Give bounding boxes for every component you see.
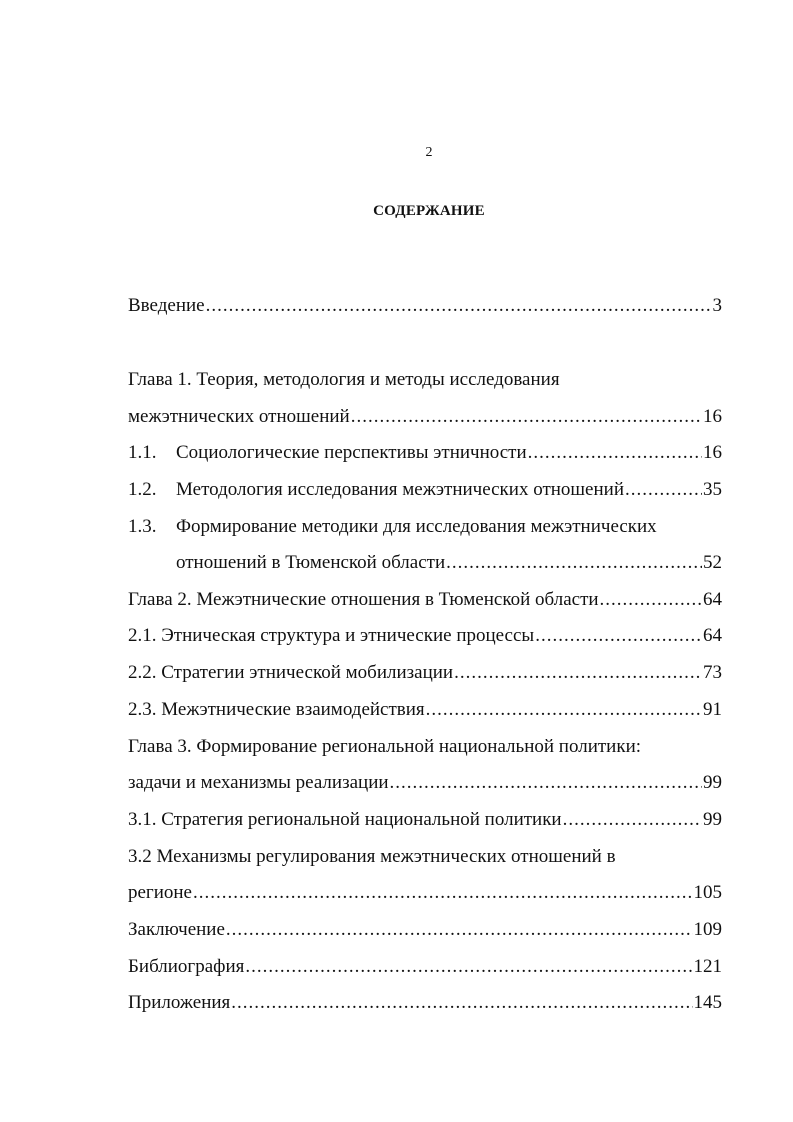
toc-entry-text: регионе	[128, 882, 192, 903]
toc-entry-1-3	[176, 551, 722, 575]
toc-entry-number: 1.1.	[128, 442, 157, 463]
toc-entry-page: 91	[703, 699, 722, 720]
leader-dots	[454, 661, 702, 685]
leader-dots	[245, 955, 692, 979]
toc-entry-text: Введение	[128, 295, 205, 316]
toc-entry-1-1	[128, 441, 722, 465]
leader-dots	[625, 478, 702, 502]
toc-entry-bibliography	[128, 955, 722, 979]
toc-entry-introduction	[128, 294, 722, 318]
leader-dots	[206, 294, 712, 318]
toc-entry-1-3-line1	[128, 515, 657, 539]
toc-entry-text: отношений в Тюменской области	[176, 552, 446, 573]
toc-entry-text: Социологические перспективы этничности	[176, 442, 527, 463]
toc-entry-2-3	[128, 698, 722, 722]
toc-entry-page: 109	[693, 919, 722, 940]
toc-entry-text: задачи и механизмы реализации	[128, 772, 389, 793]
toc-entry-page: 35	[703, 479, 722, 500]
leader-dots	[426, 698, 702, 722]
leader-dots	[390, 771, 702, 795]
toc-chapter3-line1: Глава 3. Формирование региональной национальной политики:	[128, 736, 642, 757]
leader-dots	[528, 441, 702, 465]
page-title: СОДЕРЖАНИЕ	[373, 203, 485, 219]
toc-entry-page: 16	[703, 442, 722, 463]
toc-entry-page: 73	[703, 662, 722, 683]
leader-dots	[226, 918, 693, 942]
toc-entry-page: 105	[693, 882, 722, 903]
toc-entry-page: 16	[703, 406, 722, 427]
page-number: 2	[425, 145, 433, 160]
toc-entry-page: 145	[693, 992, 722, 1013]
leader-dots	[446, 551, 702, 575]
toc-entry-text: 2.2. Стратегии этнической мобилизации	[128, 662, 454, 683]
leader-dots	[600, 588, 702, 612]
toc-entry-3-2	[128, 881, 722, 905]
toc-entry-page: 52	[703, 552, 722, 573]
toc-entry-page: 3	[712, 295, 722, 316]
toc-entry-text: Библиография	[128, 956, 245, 977]
toc-entry-text: Приложения	[128, 992, 231, 1013]
toc-entry-appendices	[128, 991, 722, 1015]
toc-entry-number: 1.2.	[128, 479, 157, 500]
leader-dots	[193, 881, 693, 905]
toc-entry-1-2	[128, 478, 722, 502]
toc-entry-3-1	[128, 808, 722, 832]
toc-entry-page: 64	[703, 589, 722, 610]
toc-entry-page: 99	[703, 809, 722, 830]
toc-entry-conclusion	[128, 918, 722, 942]
toc-entry-page: 64	[703, 625, 722, 646]
toc-entry-text: 2.3. Межэтнические взаимодействия	[128, 699, 425, 720]
leader-dots	[563, 808, 702, 832]
leader-dots	[351, 405, 702, 429]
toc-entry-text: межэтнических отношений	[128, 406, 350, 427]
toc-entry-text: Глава 2. Межэтнические отношения в Тюменской области	[128, 589, 599, 610]
toc-entry-text: Формирование методики для исследования межэтнических	[176, 516, 657, 537]
toc-entry-number: 1.3.	[128, 516, 157, 537]
toc-entry-text: Заключение	[128, 919, 225, 940]
toc-entry-text: Методология исследования межэтнических отношений	[176, 479, 624, 500]
leader-dots	[231, 991, 692, 1015]
toc-chapter1-line1: Глава 1. Теория, методология и методы исследования	[128, 369, 560, 390]
toc-entry-chapter3	[128, 771, 722, 795]
toc-entry-chapter2	[128, 588, 722, 612]
toc-entry-2-1	[128, 624, 722, 648]
toc-entry-2-2	[128, 661, 722, 685]
toc-entry-text: 2.1. Этническая структура и этнические процессы	[128, 625, 535, 646]
toc-entry-page: 99	[703, 772, 722, 793]
toc-3-2-line1: 3.2 Механизмы регулирования межэтнических отношений в	[128, 846, 616, 867]
toc-entry-page: 121	[693, 956, 722, 977]
toc-entry-text: 3.1. Стратегия региональной национальной политики	[128, 809, 562, 830]
leader-dots	[535, 624, 702, 648]
toc-entry-chapter1	[128, 405, 722, 429]
